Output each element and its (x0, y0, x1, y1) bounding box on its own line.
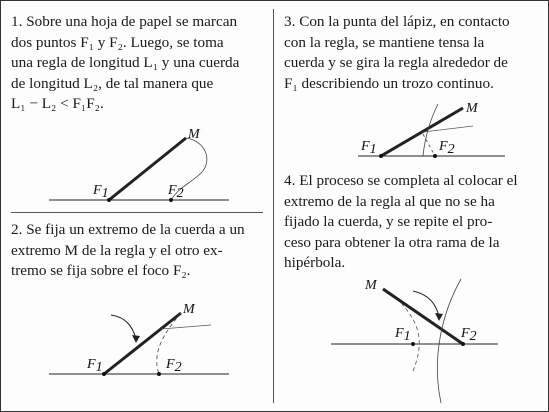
focus-F1-label: F1 (93, 183, 109, 201)
point-M-label: M (466, 101, 478, 116)
focus-F1-label: F1 (87, 357, 103, 375)
step-body: El proceso se completa al colocar el extremo de la regla al que no se ha fijado la cuerda, y se repite el pro- ceso para obtener la otra rama de la hipérbola. (284, 172, 518, 271)
step-body: Se fija un extremo de la cuerda a un extremo M de la regla y el otro ex- tremo se fija sobre el foco F₂. (11, 221, 245, 279)
step-number: 1. (11, 13, 23, 30)
figure-step-3 (273, 96, 545, 166)
focus-F1-label: F1 (361, 139, 377, 157)
focus-F2-label: F2 (166, 357, 182, 375)
point-M-label: M (365, 278, 377, 293)
step-1-text (11, 12, 266, 115)
focus-F2-label: F2 (461, 326, 477, 344)
step-2-text (11, 220, 266, 282)
focus-F1-label: F1 (395, 326, 411, 344)
guide-line (161, 325, 211, 329)
step-number: 3. (284, 13, 296, 30)
figure-step-2 (1, 291, 273, 381)
step-3-text (284, 12, 542, 94)
step-4-text (284, 171, 542, 274)
focus-F2-label: F2 (439, 139, 455, 157)
step-body: Sobre una hoja de papel se marcan dos puntos F₁ y F₂. Luego, se toma una regla de longitud L₁ y una cuerda de longitud L₂, de tal manera que L₁ − L₂ < F₁F₂. (11, 13, 240, 112)
row-divider (11, 212, 263, 213)
point-M-label: M (188, 127, 200, 142)
step-body: Con la punta del lápiz, en contacto con la regla, se mantiene tensa la cuerda y se gira la regla alrededor de F₁ describiendo un trozo continuo. (284, 13, 510, 92)
figure-step-4 (273, 271, 545, 406)
point-M-label: M (183, 302, 195, 317)
figure-step-1 (1, 121, 273, 211)
step-number: 2. (11, 221, 23, 238)
focus-F2-label: F2 (168, 183, 184, 201)
step-number: 4. (284, 172, 296, 189)
